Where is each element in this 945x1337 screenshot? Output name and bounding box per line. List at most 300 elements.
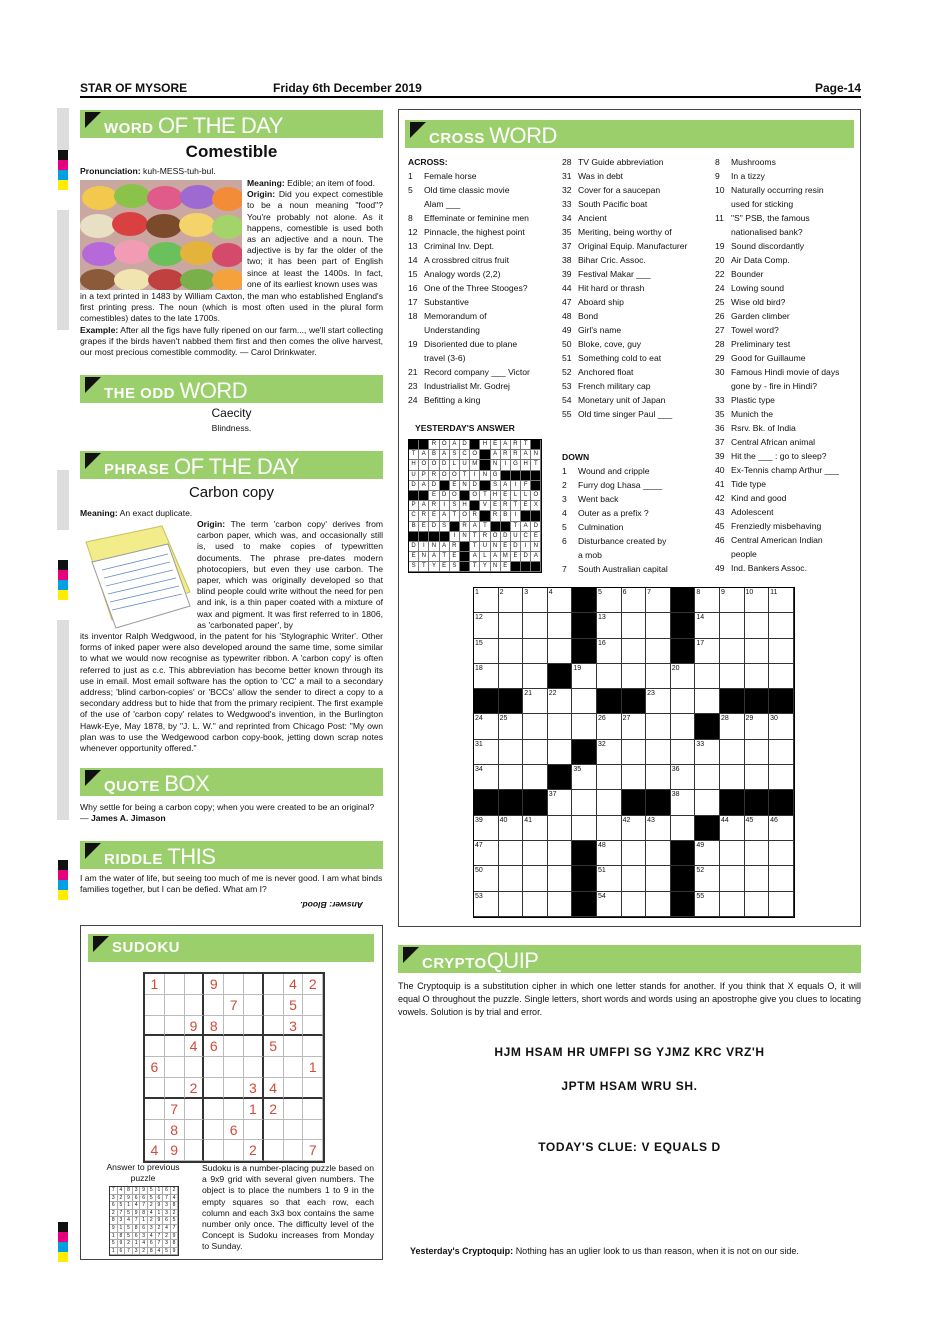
crossword-cell[interactable]: 27 — [622, 714, 647, 739]
sudoku-cell[interactable]: 2 — [185, 1078, 205, 1099]
clue-item: 37 Central African animal — [715, 437, 816, 447]
crossword-cell[interactable] — [597, 689, 622, 714]
sudoku-cell[interactable]: 6 — [204, 1036, 224, 1057]
crossword-cell[interactable]: 43 — [646, 816, 671, 841]
crossword-cell[interactable] — [671, 613, 696, 638]
crossword-cell[interactable] — [622, 639, 647, 664]
crossword-cell[interactable]: 22 — [548, 689, 573, 714]
sudoku-cell[interactable] — [303, 1078, 323, 1099]
sudoku-grid[interactable] — [143, 972, 325, 1163]
crossword-cell[interactable] — [597, 664, 622, 689]
sudoku-cell[interactable] — [145, 1099, 165, 1120]
crossword-cell[interactable] — [597, 816, 622, 841]
sudoku-cell[interactable]: 7 — [224, 995, 244, 1016]
sudoku-cell[interactable]: 4 — [264, 1078, 284, 1099]
crossword-cell[interactable]: 39 — [474, 816, 499, 841]
sudoku-answer-cell: 3 — [133, 1248, 141, 1256]
yesterday-cell: E — [491, 501, 501, 511]
yesterday-cell — [480, 460, 490, 470]
yesterday-cell: O — [440, 440, 450, 450]
crossword-cell[interactable]: 12 — [474, 613, 499, 638]
crossword-cell[interactable] — [769, 639, 794, 664]
crossword-cell[interactable] — [523, 714, 548, 739]
sudoku-cell[interactable]: 2 — [303, 974, 323, 995]
sudoku-answer-cell: 2 — [156, 1225, 164, 1233]
sudoku-cell[interactable]: 3 — [244, 1078, 264, 1099]
crossword-cell[interactable]: 32 — [597, 740, 622, 765]
crossword-cell[interactable] — [572, 639, 597, 664]
crossword-cell[interactable]: 28 — [720, 714, 745, 739]
crossword-cell[interactable] — [646, 664, 671, 689]
sudoku-cell[interactable] — [165, 1078, 185, 1099]
crossword-cell[interactable]: 5 — [597, 588, 622, 613]
sudoku-cell[interactable] — [204, 1057, 224, 1078]
crossword-cell[interactable] — [646, 841, 671, 866]
sudoku-answer-cell: 6 — [110, 1202, 118, 1210]
crossword-cell[interactable] — [646, 866, 671, 891]
sudoku-cell[interactable] — [165, 995, 185, 1016]
crossword-cell[interactable] — [572, 816, 597, 841]
sudoku-cell[interactable] — [165, 1057, 185, 1078]
sudoku-cell[interactable] — [264, 1120, 284, 1141]
crossword-cell[interactable]: 9 — [720, 588, 745, 613]
crossword-cell[interactable] — [646, 639, 671, 664]
yesterday-cell — [460, 542, 470, 552]
crossword-cell[interactable] — [769, 866, 794, 891]
crossword-cell[interactable] — [523, 613, 548, 638]
sudoku-cell[interactable]: 8 — [165, 1120, 185, 1141]
crossword-cell[interactable] — [720, 790, 745, 815]
crossword-cell[interactable] — [622, 790, 647, 815]
crossword-cell[interactable] — [745, 664, 770, 689]
crossword-cell[interactable] — [548, 841, 573, 866]
crossword-cell[interactable] — [622, 613, 647, 638]
crossword-cell[interactable]: 13 — [597, 613, 622, 638]
crossword-cell[interactable] — [720, 892, 745, 917]
crossword-cell[interactable]: 26 — [597, 714, 622, 739]
sudoku-cell[interactable]: 5 — [284, 995, 304, 1016]
crossword-cell[interactable]: 18 — [474, 664, 499, 689]
crossword-cell[interactable]: 23 — [646, 689, 671, 714]
crossword-cell[interactable] — [572, 714, 597, 739]
crossword-cell[interactable] — [646, 740, 671, 765]
crossword-cell[interactable]: 36 — [671, 765, 696, 790]
yesterday-cell: E — [429, 511, 439, 521]
crossword-cell[interactable] — [671, 689, 696, 714]
crossword-cell[interactable] — [745, 892, 770, 917]
sudoku-cell[interactable] — [185, 974, 205, 995]
sudoku-answer-cell: 6 — [140, 1225, 148, 1233]
yesterday-cell — [511, 471, 521, 481]
sudoku-cell[interactable] — [185, 1057, 205, 1078]
crossword-cell[interactable] — [745, 740, 770, 765]
sudoku-cell[interactable] — [204, 1120, 224, 1141]
crossword-cell[interactable]: 11 — [769, 588, 794, 613]
sudoku-cell[interactable] — [224, 1078, 244, 1099]
sudoku-cell[interactable]: 4 — [145, 1140, 165, 1161]
crossword-cell[interactable] — [474, 689, 499, 714]
crossword-cell[interactable] — [572, 866, 597, 891]
crossword-cell[interactable] — [523, 841, 548, 866]
crossword-cell[interactable] — [499, 765, 524, 790]
crossword-cell[interactable] — [769, 790, 794, 815]
crossword-cell[interactable] — [548, 740, 573, 765]
crossword-cell[interactable]: 6 — [622, 588, 647, 613]
crossword-cell[interactable] — [548, 866, 573, 891]
yesterday-cell: E — [521, 501, 531, 511]
sudoku-cell[interactable] — [185, 995, 205, 1016]
sudoku-cell[interactable] — [224, 1036, 244, 1057]
crossword-cell[interactable] — [523, 740, 548, 765]
crossword-cell[interactable]: 55 — [695, 892, 720, 917]
crossword-cell[interactable] — [499, 892, 524, 917]
crossword-cell[interactable] — [499, 866, 524, 891]
crossword-cell[interactable] — [548, 765, 573, 790]
crossword-cell[interactable] — [720, 613, 745, 638]
sudoku-cell[interactable] — [224, 1057, 244, 1078]
crossword-cell[interactable] — [622, 866, 647, 891]
yesterday-cell: R — [470, 511, 480, 521]
sudoku-cell[interactable]: 5 — [264, 1036, 284, 1057]
crossword-cell[interactable] — [745, 613, 770, 638]
sudoku-cell[interactable] — [145, 1036, 165, 1057]
sudoku-cell[interactable] — [145, 1016, 165, 1037]
crossword-cell[interactable] — [769, 892, 794, 917]
crossword-cell[interactable]: 29 — [745, 714, 770, 739]
crossword-cell[interactable] — [523, 664, 548, 689]
sudoku-cell[interactable]: 9 — [185, 1016, 205, 1037]
crossword-cell[interactable] — [622, 841, 647, 866]
sudoku-cell[interactable] — [303, 995, 323, 1016]
crossword-cell[interactable] — [499, 790, 524, 815]
crossword-cell[interactable]: 21 — [523, 689, 548, 714]
sudoku-cell[interactable] — [303, 1099, 323, 1120]
yesterday-cell: U — [480, 542, 490, 552]
sudoku-cell[interactable] — [145, 1120, 165, 1141]
crossword-cell[interactable] — [622, 892, 647, 917]
crossword-cell[interactable] — [622, 664, 647, 689]
across-clues-a: ACROSS: 1 Female horse 5 Old time classic movie Alam ___ 8 Effeminate or feminine men 12 Pinnacle, the highest point 13 Criminal Inv. Dept. 14 A crossbred citrus fruit 15 Analogy words (2,2) 16 One of the Three Stooges? 17 Substantive 18 Memorandum of Understanding 19 Disoriented due to plane travel (3-6) 21 Record company ___ Victor 23 Industrialist Mr. Godrej 24 Befitting a king — [408, 157, 530, 405]
sudoku-cell[interactable] — [264, 1140, 284, 1161]
crossword-cell[interactable]: 48 — [597, 841, 622, 866]
cryptoquip-header: CRYPTOQUIP — [398, 945, 861, 973]
crossword-cell[interactable] — [646, 790, 671, 815]
sudoku-cell[interactable] — [224, 1016, 244, 1037]
sudoku-cell[interactable] — [165, 974, 185, 995]
quote-header: QUOTE BOX — [80, 768, 383, 796]
crossword-cell[interactable]: 40 — [499, 816, 524, 841]
crossword-cell[interactable]: 47 — [474, 841, 499, 866]
crossword-cell[interactable] — [548, 613, 573, 638]
sudoku-cell[interactable] — [264, 1016, 284, 1037]
crossword-cell[interactable] — [745, 790, 770, 815]
crossword-cell[interactable] — [548, 892, 573, 917]
sudoku-cell[interactable] — [264, 1057, 284, 1078]
sudoku-cell[interactable] — [244, 1016, 264, 1037]
sudoku-cell[interactable] — [204, 1099, 224, 1120]
sudoku-cell[interactable]: 1 — [244, 1099, 264, 1120]
crossword-cell[interactable] — [769, 613, 794, 638]
crossword-cell[interactable]: 37 — [548, 790, 573, 815]
sudoku-cell[interactable]: 6 — [224, 1120, 244, 1141]
sudoku-cell[interactable] — [204, 1078, 224, 1099]
crossword-cell[interactable] — [646, 765, 671, 790]
sudoku-cell[interactable] — [224, 974, 244, 995]
crossword-cell[interactable]: 53 — [474, 892, 499, 917]
crossword-cell[interactable]: 34 — [474, 765, 499, 790]
sudoku-cell[interactable]: 3 — [284, 1016, 304, 1037]
yesterday-cell: T — [521, 440, 531, 450]
crossword-cell[interactable] — [523, 866, 548, 891]
crossword-cell[interactable] — [622, 765, 647, 790]
crossword-cell[interactable]: 42 — [622, 816, 647, 841]
crossword-cell[interactable] — [523, 892, 548, 917]
crossword-cell[interactable] — [695, 816, 720, 841]
yesterday-cell: A — [531, 552, 541, 562]
crossword-cell[interactable] — [745, 689, 770, 714]
registration-marks — [58, 150, 68, 190]
crossword-cell[interactable]: 44 — [720, 816, 745, 841]
crossword-cell[interactable] — [548, 639, 573, 664]
crossword-cell[interactable] — [695, 689, 720, 714]
crossword-cell[interactable] — [548, 714, 573, 739]
sudoku-cell[interactable] — [204, 1140, 224, 1161]
crossword-cell[interactable] — [548, 664, 573, 689]
crossword-cell[interactable] — [572, 689, 597, 714]
sudoku-cell[interactable]: 1 — [303, 1057, 323, 1078]
crossword-cell[interactable] — [695, 765, 720, 790]
crossword-cell[interactable] — [671, 714, 696, 739]
crossword-cell[interactable] — [646, 892, 671, 917]
crossword-cell[interactable]: 45 — [745, 816, 770, 841]
crossword-cell[interactable] — [572, 740, 597, 765]
crossword-cell[interactable] — [622, 740, 647, 765]
crossword-cell[interactable]: 15 — [474, 639, 499, 664]
crossword-cell[interactable] — [499, 689, 524, 714]
crossword-cell[interactable]: 52 — [695, 866, 720, 891]
sudoku-cell[interactable] — [145, 995, 165, 1016]
crossword-cell[interactable] — [671, 841, 696, 866]
margin-bar — [57, 620, 69, 820]
clue-item: 19 Disoriented due to plane — [408, 339, 518, 349]
sudoku-cell[interactable] — [264, 974, 284, 995]
yesterday-cell: A — [440, 542, 450, 552]
sudoku-cell[interactable]: 9 — [204, 974, 224, 995]
crossword-grid[interactable] — [473, 587, 795, 918]
sudoku-cell[interactable] — [244, 1120, 264, 1141]
sudoku-answer-cell: 9 — [125, 1195, 133, 1203]
sudoku-cell[interactable] — [204, 995, 224, 1016]
crossword-cell[interactable] — [572, 892, 597, 917]
sudoku-cell[interactable]: 6 — [145, 1057, 165, 1078]
crossword-cell[interactable]: 8 — [695, 588, 720, 613]
sudoku-cell[interactable] — [244, 995, 264, 1016]
crossword-cell[interactable] — [646, 714, 671, 739]
sudoku-cell[interactable] — [165, 1036, 185, 1057]
crossword-cell[interactable]: 10 — [745, 588, 770, 613]
crossword-cell[interactable] — [695, 790, 720, 815]
crossword-cell[interactable]: 24 — [474, 714, 499, 739]
crossword-cell[interactable] — [720, 841, 745, 866]
crossword-cell[interactable] — [671, 892, 696, 917]
sudoku-cell[interactable] — [145, 1078, 165, 1099]
yesterday-cell — [460, 552, 470, 562]
crossword-cell[interactable]: 46 — [769, 816, 794, 841]
yesterday-cell: A — [419, 481, 429, 491]
sudoku-cell[interactable]: 4 — [284, 974, 304, 995]
crossword-cell[interactable] — [769, 740, 794, 765]
crossword-cell[interactable] — [671, 740, 696, 765]
sudoku-cell[interactable] — [284, 1140, 304, 1161]
sudoku-answer-cell: 3 — [140, 1233, 148, 1241]
sudoku-cell[interactable] — [224, 1140, 244, 1161]
sudoku-cell[interactable] — [165, 1016, 185, 1037]
crossword-cell[interactable] — [695, 664, 720, 689]
crossword-cell[interactable]: 4 — [548, 588, 573, 613]
crossword-cell[interactable]: 33 — [695, 740, 720, 765]
riddle-header: RIDDLE THIS — [80, 841, 383, 869]
sudoku-cell[interactable] — [303, 1036, 323, 1057]
sudoku-cell[interactable] — [244, 974, 264, 995]
crossword-cell[interactable] — [572, 790, 597, 815]
crossword-cell[interactable]: 38 — [671, 790, 696, 815]
sudoku-cell[interactable] — [303, 1120, 323, 1141]
crossword-cell[interactable]: 30 — [769, 714, 794, 739]
crossword-cell[interactable] — [671, 816, 696, 841]
yesterday-cell: V — [480, 501, 490, 511]
crossword-cell[interactable]: 19 — [572, 664, 597, 689]
crossword-cell[interactable] — [572, 588, 597, 613]
sudoku-cell[interactable]: 1 — [145, 974, 165, 995]
yesterday-cell — [460, 491, 470, 501]
clue-item: 24 Lowing sound — [715, 283, 785, 293]
crossword-cell[interactable] — [695, 714, 720, 739]
crossword-cell[interactable]: 2 — [499, 588, 524, 613]
yesterday-cell: N — [460, 481, 470, 491]
sudoku-answer-cell: 4 — [163, 1225, 171, 1233]
sudoku-cell[interactable] — [185, 1099, 205, 1120]
sudoku-cell[interactable]: 7 — [303, 1140, 323, 1161]
clue-item: 35 Munich the — [715, 409, 774, 419]
yesterday-cell — [501, 471, 511, 481]
crossword-cell[interactable] — [548, 816, 573, 841]
crossword-cell[interactable] — [499, 639, 524, 664]
odd-word-header: THE ODD WORD — [80, 375, 383, 403]
sudoku-cell[interactable] — [284, 1036, 304, 1057]
sudoku-cell[interactable] — [284, 1057, 304, 1078]
sudoku-header: SUDOKU — [88, 934, 374, 962]
clue-item: 46 Central American Indian — [715, 535, 823, 545]
crossword-cell[interactable] — [769, 841, 794, 866]
yesterday-cell: E — [450, 481, 460, 491]
clue-item: 30 Famous Hindi movie of days — [715, 367, 840, 377]
crossword-cell[interactable]: 14 — [695, 613, 720, 638]
sudoku-cell[interactable]: 2 — [264, 1099, 284, 1120]
crossword-cell[interactable] — [720, 765, 745, 790]
crossword-cell[interactable]: 1 — [474, 588, 499, 613]
sudoku-cell[interactable] — [244, 1057, 264, 1078]
crossword-cell[interactable] — [523, 765, 548, 790]
sudoku-cell[interactable] — [284, 1099, 304, 1120]
crossword-cell[interactable]: 3 — [523, 588, 548, 613]
crossword-cell[interactable] — [499, 664, 524, 689]
crossword-cell[interactable]: 54 — [597, 892, 622, 917]
sudoku-cell[interactable] — [264, 995, 284, 1016]
crossword-cell[interactable]: 20 — [671, 664, 696, 689]
sudoku-cell[interactable] — [224, 1099, 244, 1120]
crossword-cell[interactable] — [474, 790, 499, 815]
sudoku-cell[interactable] — [185, 1120, 205, 1141]
crossword-cell[interactable] — [745, 639, 770, 664]
crossword-cell[interactable] — [597, 790, 622, 815]
sudoku-cell[interactable] — [284, 1120, 304, 1141]
crossword-cell[interactable] — [745, 866, 770, 891]
crossword-cell[interactable]: 7 — [646, 588, 671, 613]
clue-item: 35 Meriting, being worthy of — [562, 227, 672, 237]
crossword-cell[interactable] — [769, 765, 794, 790]
yesterday-cell: O — [450, 471, 460, 481]
crossword-cell[interactable] — [720, 866, 745, 891]
crossword-cell[interactable] — [499, 841, 524, 866]
crossword-cell[interactable] — [720, 664, 745, 689]
crossword-cell[interactable] — [745, 841, 770, 866]
quote-text: Why settle for being a carbon copy; when you were created to be an original? — James A. Jimason — [80, 802, 375, 824]
sudoku-cell[interactable]: 8 — [204, 1016, 224, 1037]
crossword-cell[interactable]: 50 — [474, 866, 499, 891]
crossword-cell[interactable] — [671, 588, 696, 613]
crossword-cell[interactable] — [597, 765, 622, 790]
crossword-cell[interactable] — [572, 841, 597, 866]
crossword-cell[interactable]: 41 — [523, 816, 548, 841]
sudoku-cell[interactable] — [284, 1078, 304, 1099]
yesterday-cell: A — [470, 522, 480, 532]
crossword-cell[interactable] — [671, 866, 696, 891]
crossword-cell[interactable]: 51 — [597, 866, 622, 891]
crossword-cell[interactable] — [720, 689, 745, 714]
crossword-cell[interactable]: 16 — [597, 639, 622, 664]
sudoku-answer-cell: 2 — [125, 1240, 133, 1248]
sudoku-answer-cell: 1 — [156, 1210, 164, 1218]
sudoku-cell[interactable] — [303, 1016, 323, 1037]
sudoku-cell[interactable]: 2 — [244, 1140, 264, 1161]
crossword-cell[interactable]: 25 — [499, 714, 524, 739]
yesterday-cell: T — [480, 522, 490, 532]
crossword-cell[interactable] — [745, 765, 770, 790]
crossword-cell[interactable] — [499, 740, 524, 765]
crossword-cell[interactable]: 35 — [572, 765, 597, 790]
crossword-cell[interactable] — [671, 639, 696, 664]
crossword-cell[interactable] — [720, 639, 745, 664]
crossword-cell[interactable] — [622, 689, 647, 714]
crossword-cell[interactable] — [646, 613, 671, 638]
sudoku-cell[interactable] — [185, 1140, 205, 1161]
sudoku-answer-cell: 2 — [140, 1248, 148, 1256]
crossword-cell[interactable] — [523, 790, 548, 815]
sudoku-cell[interactable] — [244, 1036, 264, 1057]
crossword-cell[interactable] — [769, 664, 794, 689]
crossword-cell[interactable] — [769, 689, 794, 714]
crossword-cell[interactable] — [523, 639, 548, 664]
crossword-cell[interactable]: 49 — [695, 841, 720, 866]
sudoku-cell[interactable]: 7 — [165, 1099, 185, 1120]
sudoku-cell[interactable]: 4 — [185, 1036, 205, 1057]
crossword-cell[interactable] — [499, 613, 524, 638]
sudoku-cell[interactable]: 9 — [165, 1140, 185, 1161]
crossword-cell[interactable]: 17 — [695, 639, 720, 664]
crossword-cell[interactable] — [572, 613, 597, 638]
crossword-cell[interactable] — [720, 740, 745, 765]
crossword-cell[interactable]: 31 — [474, 740, 499, 765]
